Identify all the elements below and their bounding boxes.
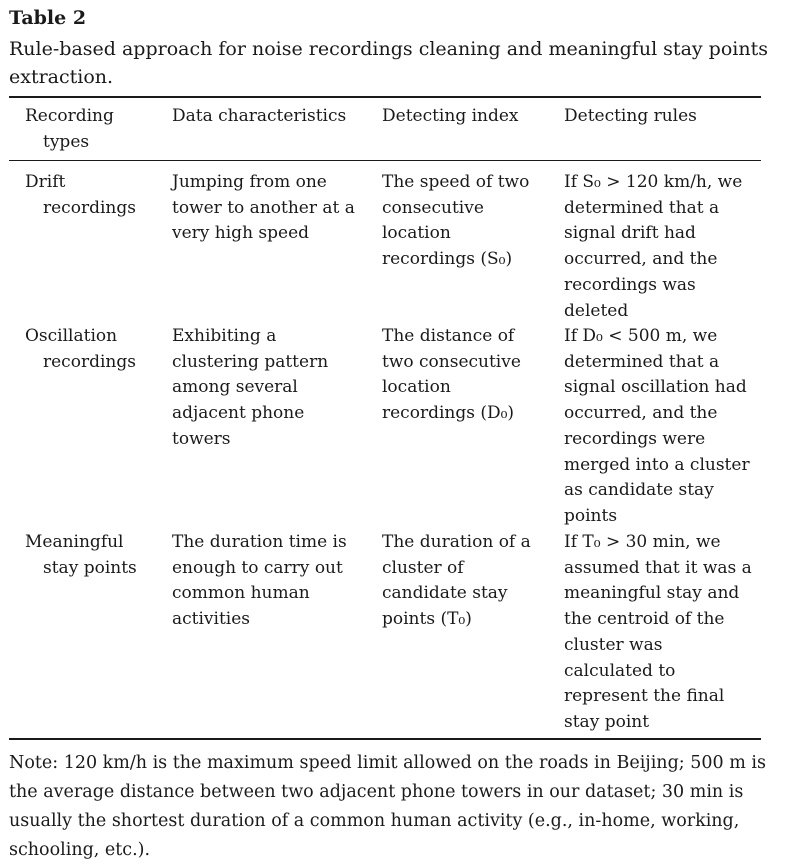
row-drift-type: Drift recordings [25, 172, 136, 218]
table-bottom-rule [9, 738, 761, 740]
table-header-rule [9, 160, 761, 161]
row-meaningful-rule: If T₀ > 30 min, we assumed that it was a meaningful stay and the centroid of the cluster was calculated to represent the final stay point [564, 532, 752, 732]
table-top-rule [9, 96, 761, 98]
row-oscillation-rule: If D₀ < 500 m, we determined that a signal oscillation had occurred, and the recordings were merged into a cluster as candidate stay points [564, 326, 750, 526]
header-recording-types: Recording types [25, 106, 114, 152]
header-data-characteristics: Data characteristics [172, 106, 347, 126]
row-oscillation-characteristics: Exhibiting a clustering pattern among several adjacent phone towers [172, 326, 329, 449]
row-drift-characteristics: Jumping from one tower to another at a very high speed [172, 172, 355, 244]
header-detecting-rules: Detecting rules [564, 106, 697, 126]
row-drift-rule: If S₀ > 120 km/h, we determined that a signal drift had occurred, and the recordings was deleted [564, 172, 743, 321]
row-oscillation-type: Oscillation recordings [25, 326, 136, 372]
row-meaningful-characteristics: The duration time is enough to carry out common human activities [172, 532, 347, 630]
table-label: Table 2 [9, 7, 87, 29]
table-caption: Rule-based approach for noise recordings cleaning and meaningful stay points extraction. [9, 38, 768, 88]
row-meaningful-index: The duration of a cluster of candidate stay points (T₀) [382, 532, 531, 630]
row-meaningful-type: Meaningful stay points [25, 532, 137, 578]
row-oscillation-index: The distance of two consecutive location recordings (D₀) [382, 326, 521, 424]
row-drift-index: The speed of two consecutive location recordings (S₀) [382, 172, 530, 270]
table-note: Note: 120 km/h is the maximum speed limit allowed on the roads in Beijing; 500 m is the average distance between two adjacent phone towers in our dataset; 30 min is usually the shortest duration of a common human activity (e.g., in-home, working, schooling, etc.). [9, 753, 766, 860]
header-detecting-index: Detecting index [382, 106, 519, 126]
